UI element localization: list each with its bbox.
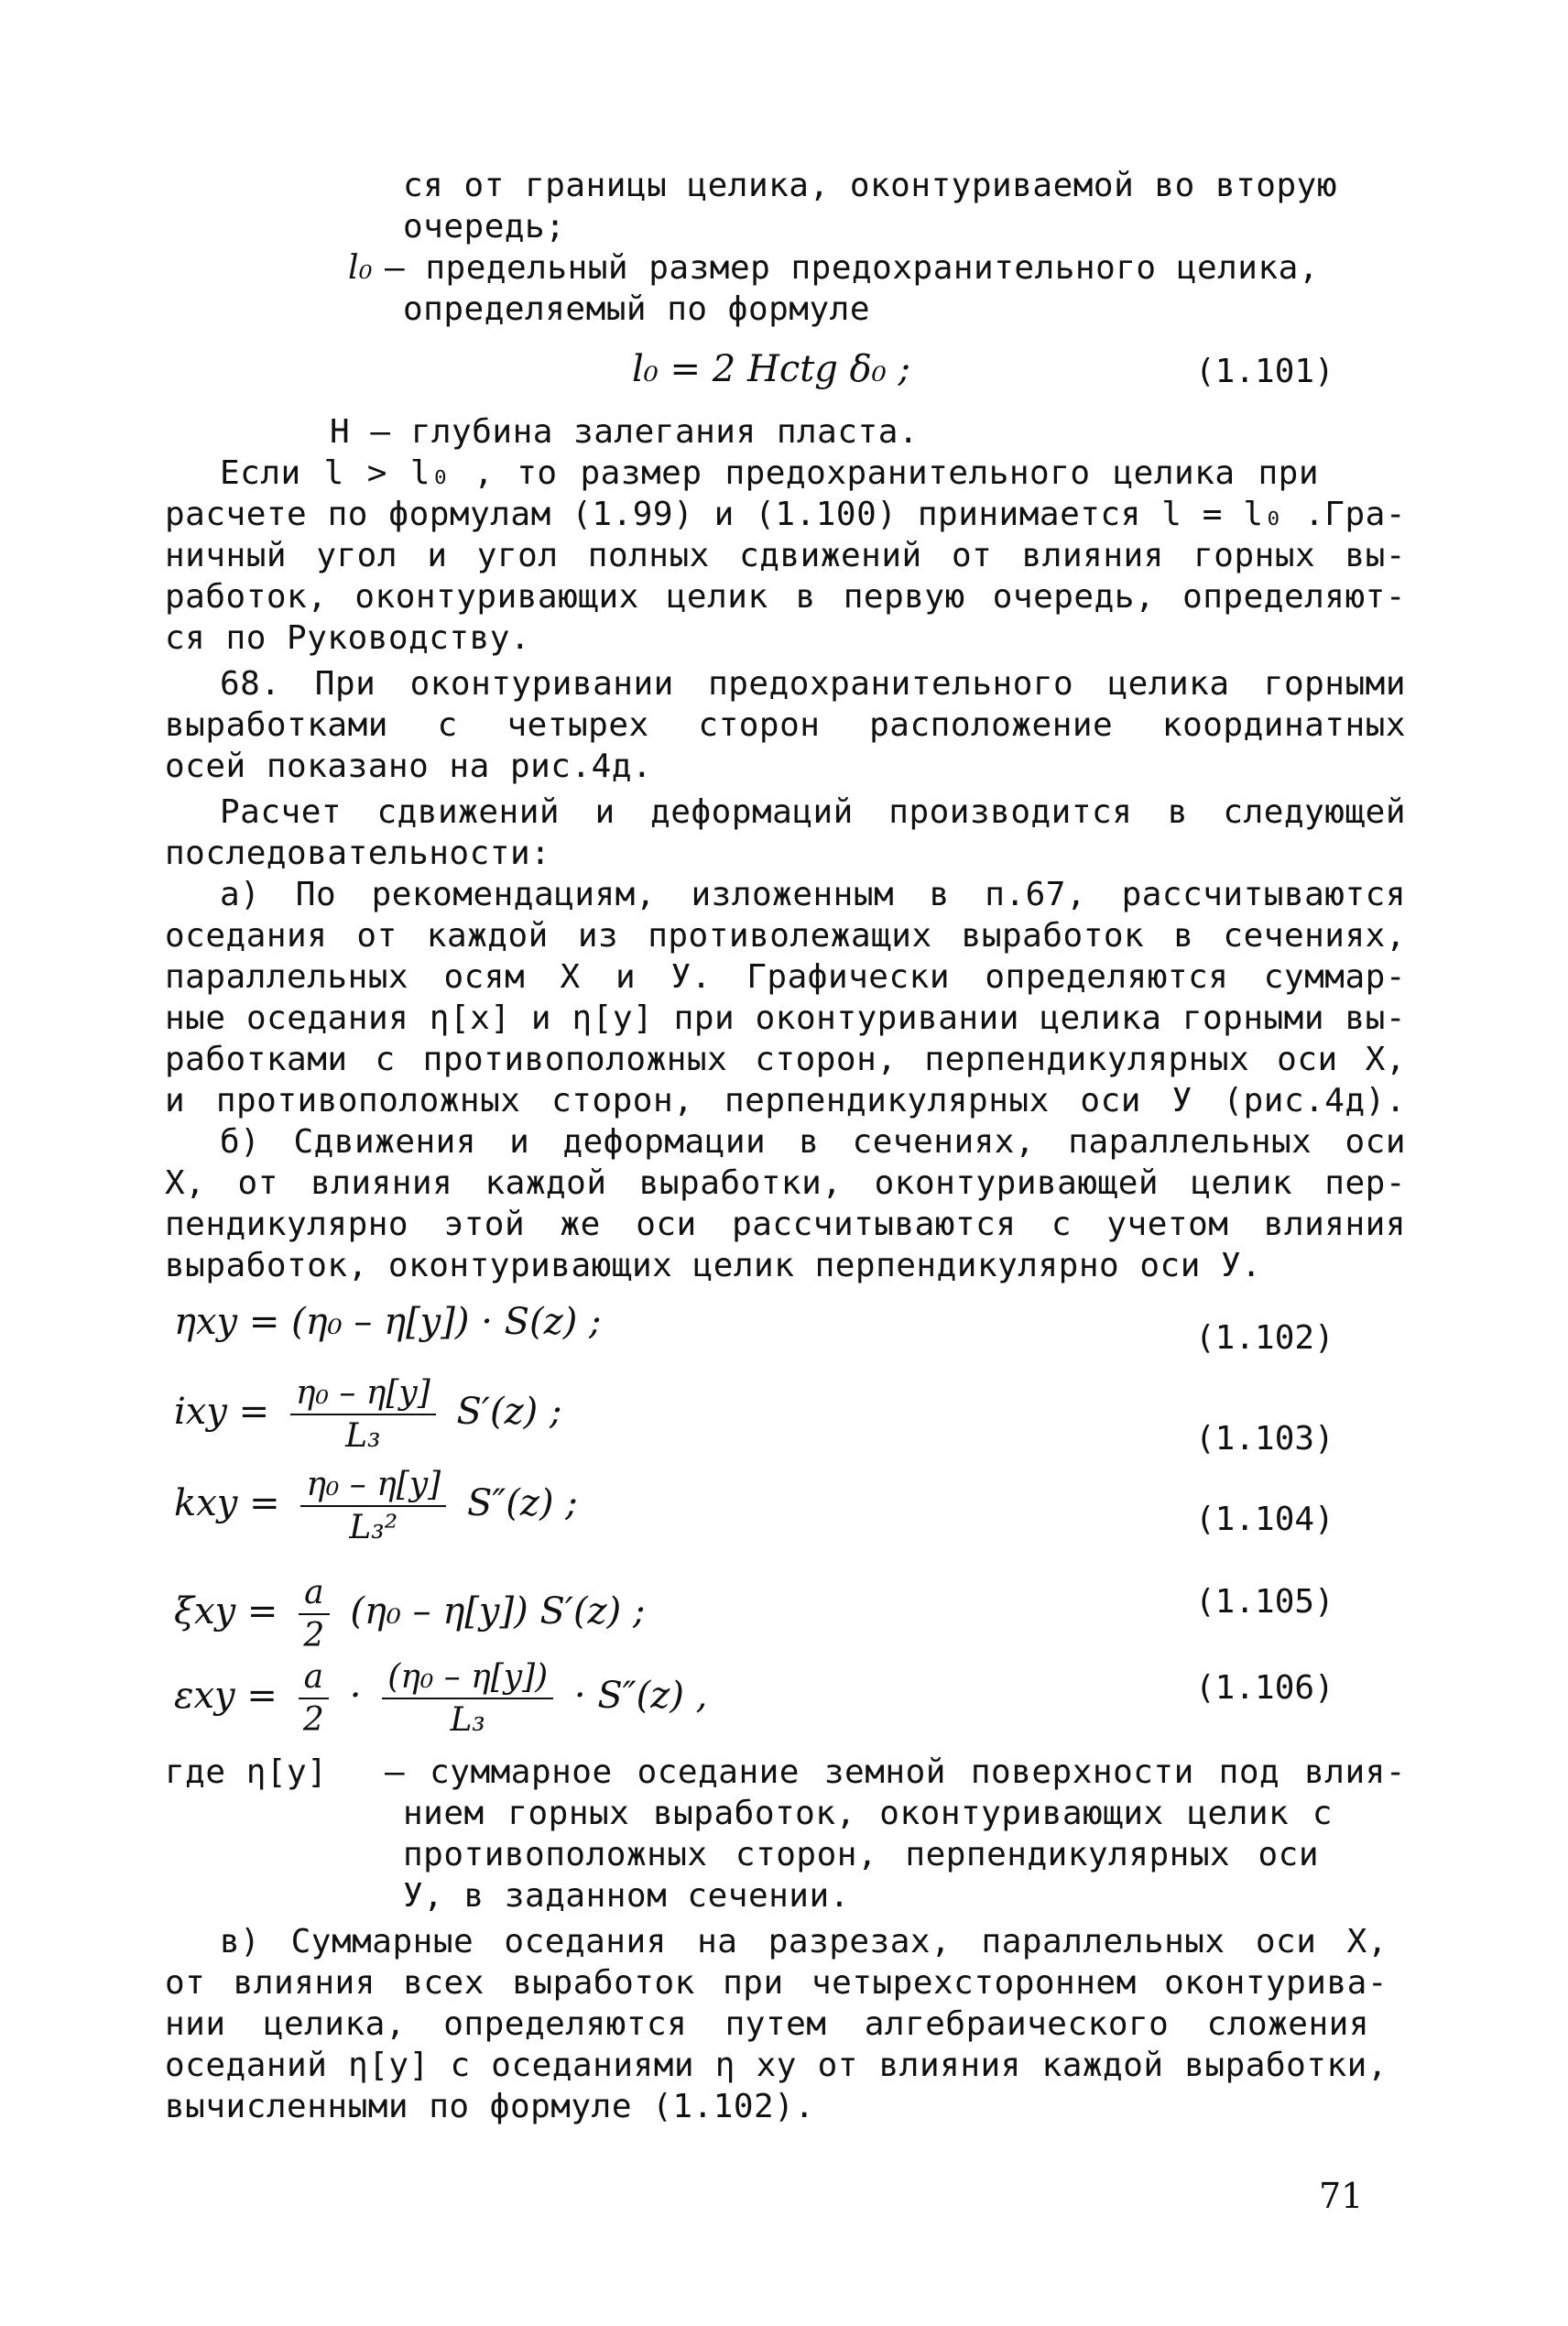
text-line: Х, от влияния каждой выработки, оконтуривающей целик пер- bbox=[165, 1164, 1406, 1202]
text-line: оседания от каждой из противолежащих выработок в сечениях, bbox=[165, 917, 1406, 955]
symbol-l0: l₀ bbox=[348, 249, 373, 287]
denominator: L₃² bbox=[349, 1509, 398, 1546]
equation-number: (1.101) bbox=[1195, 353, 1334, 390]
text-line: работками с противоположных сторон, перпендикулярных оси Х, bbox=[165, 1041, 1406, 1078]
equation-lhs: kxy = bbox=[174, 1482, 280, 1524]
text-line: и противоположных сторон, перпендикулярных оси У (рис.4д). bbox=[165, 1082, 1406, 1119]
text-line: Расчет сдвижений и деформаций производится в следующей bbox=[220, 793, 1406, 831]
equation-number: (1.104) bbox=[1195, 1501, 1334, 1538]
text-line: У, в заданном сечении. bbox=[403, 1877, 850, 1915]
text-line: расчете по формулам (1.99) и (1.100) принимается l = l₀ .Гра- bbox=[165, 496, 1406, 533]
denominator: L₃ bbox=[450, 1701, 485, 1739]
equation-lhs: ixy = bbox=[174, 1391, 270, 1433]
text-line: ся по Руководству. bbox=[165, 619, 531, 657]
equation-lhs: ξxy = bbox=[174, 1590, 278, 1633]
numerator: a bbox=[299, 1574, 329, 1615]
text-line: выработками с четырех сторон расположение координатных bbox=[165, 706, 1406, 744]
numerator: a bbox=[299, 1658, 329, 1699]
text-line: 68. При оконтуривании предохранительного целика горными bbox=[220, 665, 1406, 703]
equation-number: (1.105) bbox=[1195, 1583, 1334, 1621]
equation-lhs: εxy = bbox=[174, 1675, 278, 1717]
text-line: Н – глубина залегания пласта. bbox=[330, 413, 920, 451]
equation-number: (1.102) bbox=[1195, 1319, 1334, 1357]
equation-number: (1.103) bbox=[1195, 1420, 1334, 1458]
text-line: вычисленными по формуле (1.102). bbox=[165, 2088, 815, 2125]
text-line: – предельный размер предохранительного целика, bbox=[385, 249, 1319, 287]
text-line: параллельных осям Х и У. Графически определяются суммар- bbox=[165, 958, 1406, 996]
denominator: 2 bbox=[303, 1617, 325, 1654]
text-line: в) Суммарные оседания на разрезах, параллельных оси Х, bbox=[220, 1923, 1388, 1960]
numerator: η₀ – η[y] bbox=[290, 1374, 436, 1415]
equation-tail: S″(z) ; bbox=[466, 1482, 578, 1524]
numerator: (η₀ – η[y]) bbox=[382, 1658, 553, 1699]
denominator: 2 bbox=[302, 1701, 324, 1739]
text-line: пендикулярно этой же оси рассчитываются с учетом влияния bbox=[165, 1206, 1406, 1243]
equation-1-104 bbox=[174, 1466, 578, 1546]
text-line: работок, оконтуривающих целик в первую очередь, определяют- bbox=[165, 578, 1406, 616]
text-line: а) По рекомендациям, изложенным в п.67, рассчитываются bbox=[220, 876, 1406, 913]
text-line: очередь; bbox=[403, 208, 566, 246]
fraction bbox=[300, 1466, 446, 1546]
text-line: ные оседания η[x] и η[y] при оконтуривании целика горными вы- bbox=[165, 999, 1406, 1037]
text-line: б) Сдвижения и деформации в сечениях, параллельных оси bbox=[220, 1123, 1406, 1161]
equation-tail: S′(z) ; bbox=[456, 1391, 562, 1433]
text-line: выработок, оконтуривающих целик перпендикулярно оси У. bbox=[165, 1247, 1262, 1284]
equation-lhs: ηxy bbox=[174, 1301, 238, 1343]
text-line: осей показано на рис.4д. bbox=[165, 748, 653, 785]
text-line: нием горных выработок, оконтуривающих целик с bbox=[403, 1795, 1333, 1832]
fraction bbox=[299, 1658, 329, 1739]
equation-tail: (η₀ – η[y]) S′(z) ; bbox=[350, 1590, 646, 1633]
equation-1-105 bbox=[174, 1574, 645, 1654]
text-line: противоположных сторон, перпендикулярных оси bbox=[403, 1836, 1319, 1873]
text-line: определяемый по формуле bbox=[403, 290, 870, 328]
equation-number: (1.106) bbox=[1195, 1669, 1334, 1707]
equation-1-102 bbox=[174, 1301, 602, 1343]
text-line: последовательности: bbox=[165, 835, 551, 872]
equation-1-106 bbox=[174, 1658, 707, 1739]
fraction bbox=[382, 1658, 553, 1739]
equation-tail: · S″(z) , bbox=[573, 1675, 708, 1717]
numerator: η₀ – η[y] bbox=[300, 1466, 446, 1507]
fraction bbox=[299, 1574, 329, 1654]
text-line: нии целика, определяются путем алгебраического сложения bbox=[165, 2005, 1369, 2043]
text-line: Если l > l₀ , то размер предохранительного целика при bbox=[220, 454, 1319, 492]
multiply-dot: · bbox=[349, 1675, 362, 1717]
equation-1-101: l₀ = 2 Hctg δ₀ ; bbox=[632, 348, 910, 390]
text-line: ничный угол и угол полных сдвижений от влияния горных вы- bbox=[165, 537, 1406, 574]
page-number: 71 bbox=[1319, 2176, 1364, 2216]
equation-1-103 bbox=[174, 1374, 561, 1455]
text-line: где η[y] bbox=[165, 1753, 328, 1791]
text-line: ся от границы целика, оконтуриваемой во вторую bbox=[403, 167, 1337, 204]
text-line: – суммарное оседание земной поверхности под влия- bbox=[385, 1753, 1406, 1791]
text-line: оседаний η[y] с оседаниями η xy от влияния каждой выработки, bbox=[165, 2047, 1388, 2084]
equation-rhs: = (η₀ – η[y]) · S(z) ; bbox=[248, 1301, 602, 1343]
fraction bbox=[290, 1374, 436, 1455]
text-line: от влияния всех выработок при четырехстороннем оконтурива- bbox=[165, 1964, 1388, 2002]
denominator: L₃ bbox=[345, 1417, 381, 1455]
